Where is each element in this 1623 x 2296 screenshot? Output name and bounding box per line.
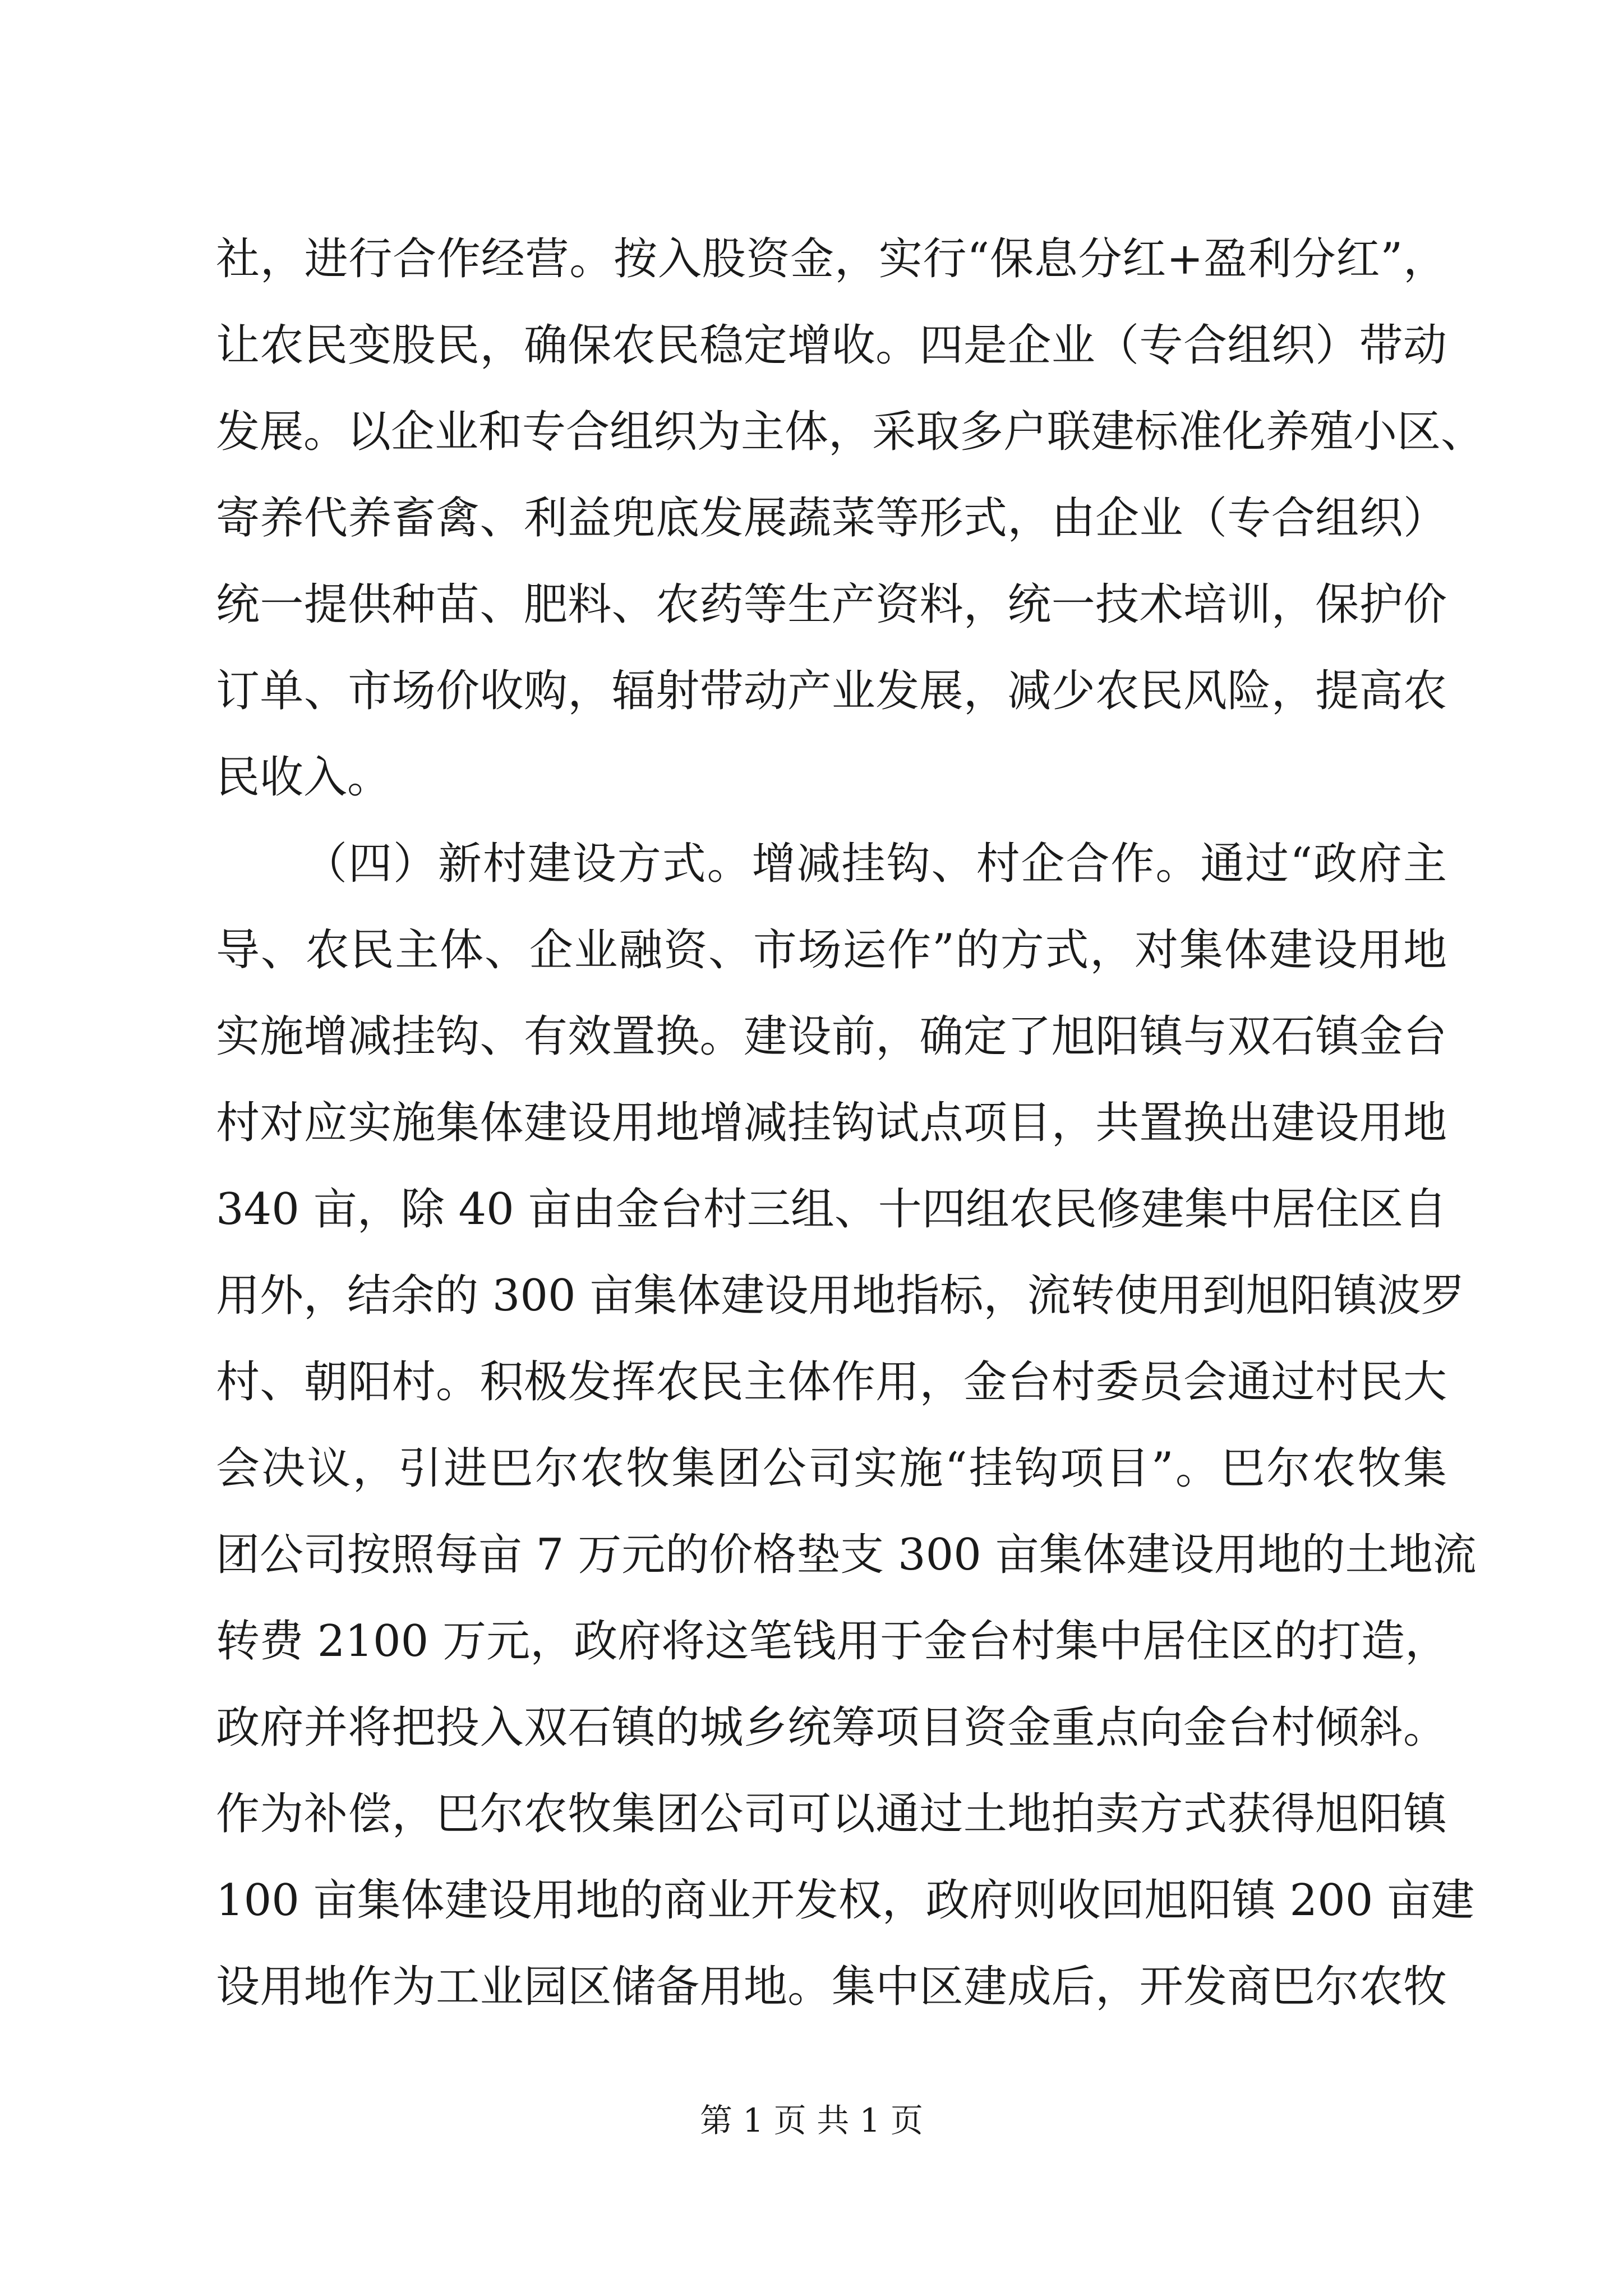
text-line: 340 亩，除 40 亩由金台村三组、十四组农民修建集中居住区自 <box>216 1184 1447 1235</box>
text-line: 民收入。 <box>216 752 391 803</box>
text-line: 发展。以企业和专合组织为主体，采取多户联建标准化养殖小区、 <box>216 407 1485 457</box>
text-line: 100 亩集体建设用地的商业开发权，政府则收回旭阳镇 200 亩建 <box>216 1875 1475 1926</box>
text-line: 订单、市场价收购，辐射带动产业发展，减少农民风险，提高农 <box>216 666 1447 716</box>
text-line: 政府并将把投入双石镇的城乡统筹项目资金重点向金台村倾斜。 <box>216 1703 1447 1753</box>
text-line: 寄养代养畜禽、利益兜底发展蔬菜等形式，由企业（专合组织） <box>216 493 1447 544</box>
text-line: 会决议，引进巴尔农牧集团公司实施“挂钩项目”。巴尔农牧集 <box>216 1443 1447 1494</box>
section-heading-line: （四）新村建设方式。增减挂钩、村企合作。通过“政府主 <box>303 839 1447 889</box>
text-line: 统一提供种苗、肥料、农药等生产资料，统一技术培训，保护价 <box>216 579 1447 630</box>
text-line: 实施增减挂钩、有效置换。建设前，确定了旭阳镇与双石镇金台 <box>216 1011 1447 1062</box>
text-line: 社，进行合作经营。按入股资金，实行“保息分红+盈利分红”， <box>216 234 1447 284</box>
page-number-label: 第 1 页 共 1 页 <box>700 2101 923 2139</box>
text-line: 用外，结余的 300 亩集体建设用地指标，流转使用到旭阳镇波罗 <box>216 1271 1465 1321</box>
page-footer <box>0 2098 1623 2143</box>
text-line: 设用地作为工业园区储备用地。集中区建成后，开发商巴尔农牧 <box>216 1962 1447 2012</box>
text-line: 让农民变股民，确保农民稳定增收。四是企业（专合组织）带动 <box>216 320 1447 371</box>
text-line: 转费 2100 万元，政府将这笔钱用于金台村集中居住区的打造， <box>216 1616 1449 1667</box>
text-line: 作为补偿，巴尔农牧集团公司可以通过土地拍卖方式获得旭阳镇 <box>216 1789 1447 1839</box>
text-line: 村对应实施集体建设用地增减挂钩试点项目，共置换出建设用地 <box>216 1098 1447 1148</box>
text-line: 团公司按照每亩 7 万元的价格垫支 300 亩集体建设用地的土地流 <box>216 1530 1477 1580</box>
text-line: 村、朝阳村。积极发挥农民主体作用，金台村委员会通过村民大 <box>216 1357 1447 1407</box>
text-line: 导、农民主体、企业融资、市场运作”的方式，对集体建设用地 <box>216 925 1447 976</box>
body-text <box>216 216 1485 2030</box>
